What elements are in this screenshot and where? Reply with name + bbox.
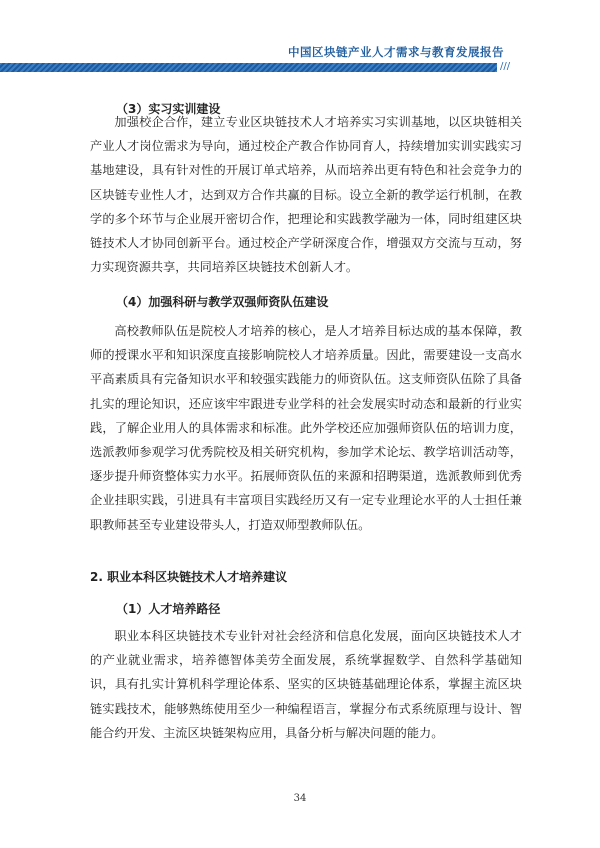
paragraph-faculty-building: 高校教师队伍是院校人才培养的核心，是人才培养目标达成的基本保障，教师的授课水平和知识深度直接影响院校人才培养质量。因此，需要建设一支高水平高素质具有完备知识水平和较强实践能力的师资队伍。这支师资队伍除了具备扎实的理论知识，还应该牢牢跟进专业学科的社会发展实时动态和最新的行业实践，了解企业用人的具体需求和标准。此外学校还应加强师资队伍的培训力度，选派教师参观学习优秀院校及相关研究机构，参加学术论坛、教学培训活动等，逐步提升师资整体实力水平。拓展师资队伍的来源和招聘渠道，选派教师到优秀企业挂职实践，引进具有丰富项目实践经历又有一定专业理论水平的人士担任兼职教师甚至专业建设带头人，打造双师型教师队伍。 — [90, 324, 522, 532]
paragraph-training-path: 职业本科区块链技术专业针对社会经济和信息化发展，面向区块链技术人才的产业就业需求，培养德智体美劳全面发展，系统掌握数学、自然科学基础知识，具有扎实计算机科学理论体系、坚实的区块链基础理论体系，掌握主流区块链实践技术，能够熟练使用至少一种编程语言，掌握分布式系统原理与设计、智能合约开发、主流区块链架构应用，具备分析与解决问题的能力。 — [90, 629, 522, 740]
running-header-title: 中国区块链产业人才需求与教育发展报告 — [288, 45, 504, 59]
section-heading-practice-training: （3）实习实训建设 — [116, 102, 221, 116]
header-slash-decoration: /// — [500, 61, 511, 72]
paragraph-practice-training: 加强校企合作，建立专业区块链技术人才培养实习实训基地，以区块链相关产业人才岗位需求为导向，通过校企产教合作协同育人，持续增加实训实践实习基地建设，具有针对性的开展订单式培养，从而培养出更有特色和社会竞争力的区块链专业性人才，达到双方合作共赢的目标。设立全新的教学运行机制，在教学的多个环节与企业展开密切合作，把理论和实践教学融为一体，同时组建区块链技术人才协同创新平台。通过校企产学研深度合作，增强双方交流与互动，努力实现资源共享，共同培养区块链技术创新人才。 — [90, 115, 522, 275]
header-rule-bar — [0, 63, 497, 72]
section-heading-training-path: （1）人才培养路径 — [116, 602, 221, 616]
section-heading-faculty-building: （4）加强科研与教学双强师资队伍建设 — [116, 295, 329, 309]
section-heading-vocational-undergraduate: 2. 职业本科区块链技术人才培养建议 — [90, 570, 288, 584]
page-number: 34 — [293, 793, 307, 804]
